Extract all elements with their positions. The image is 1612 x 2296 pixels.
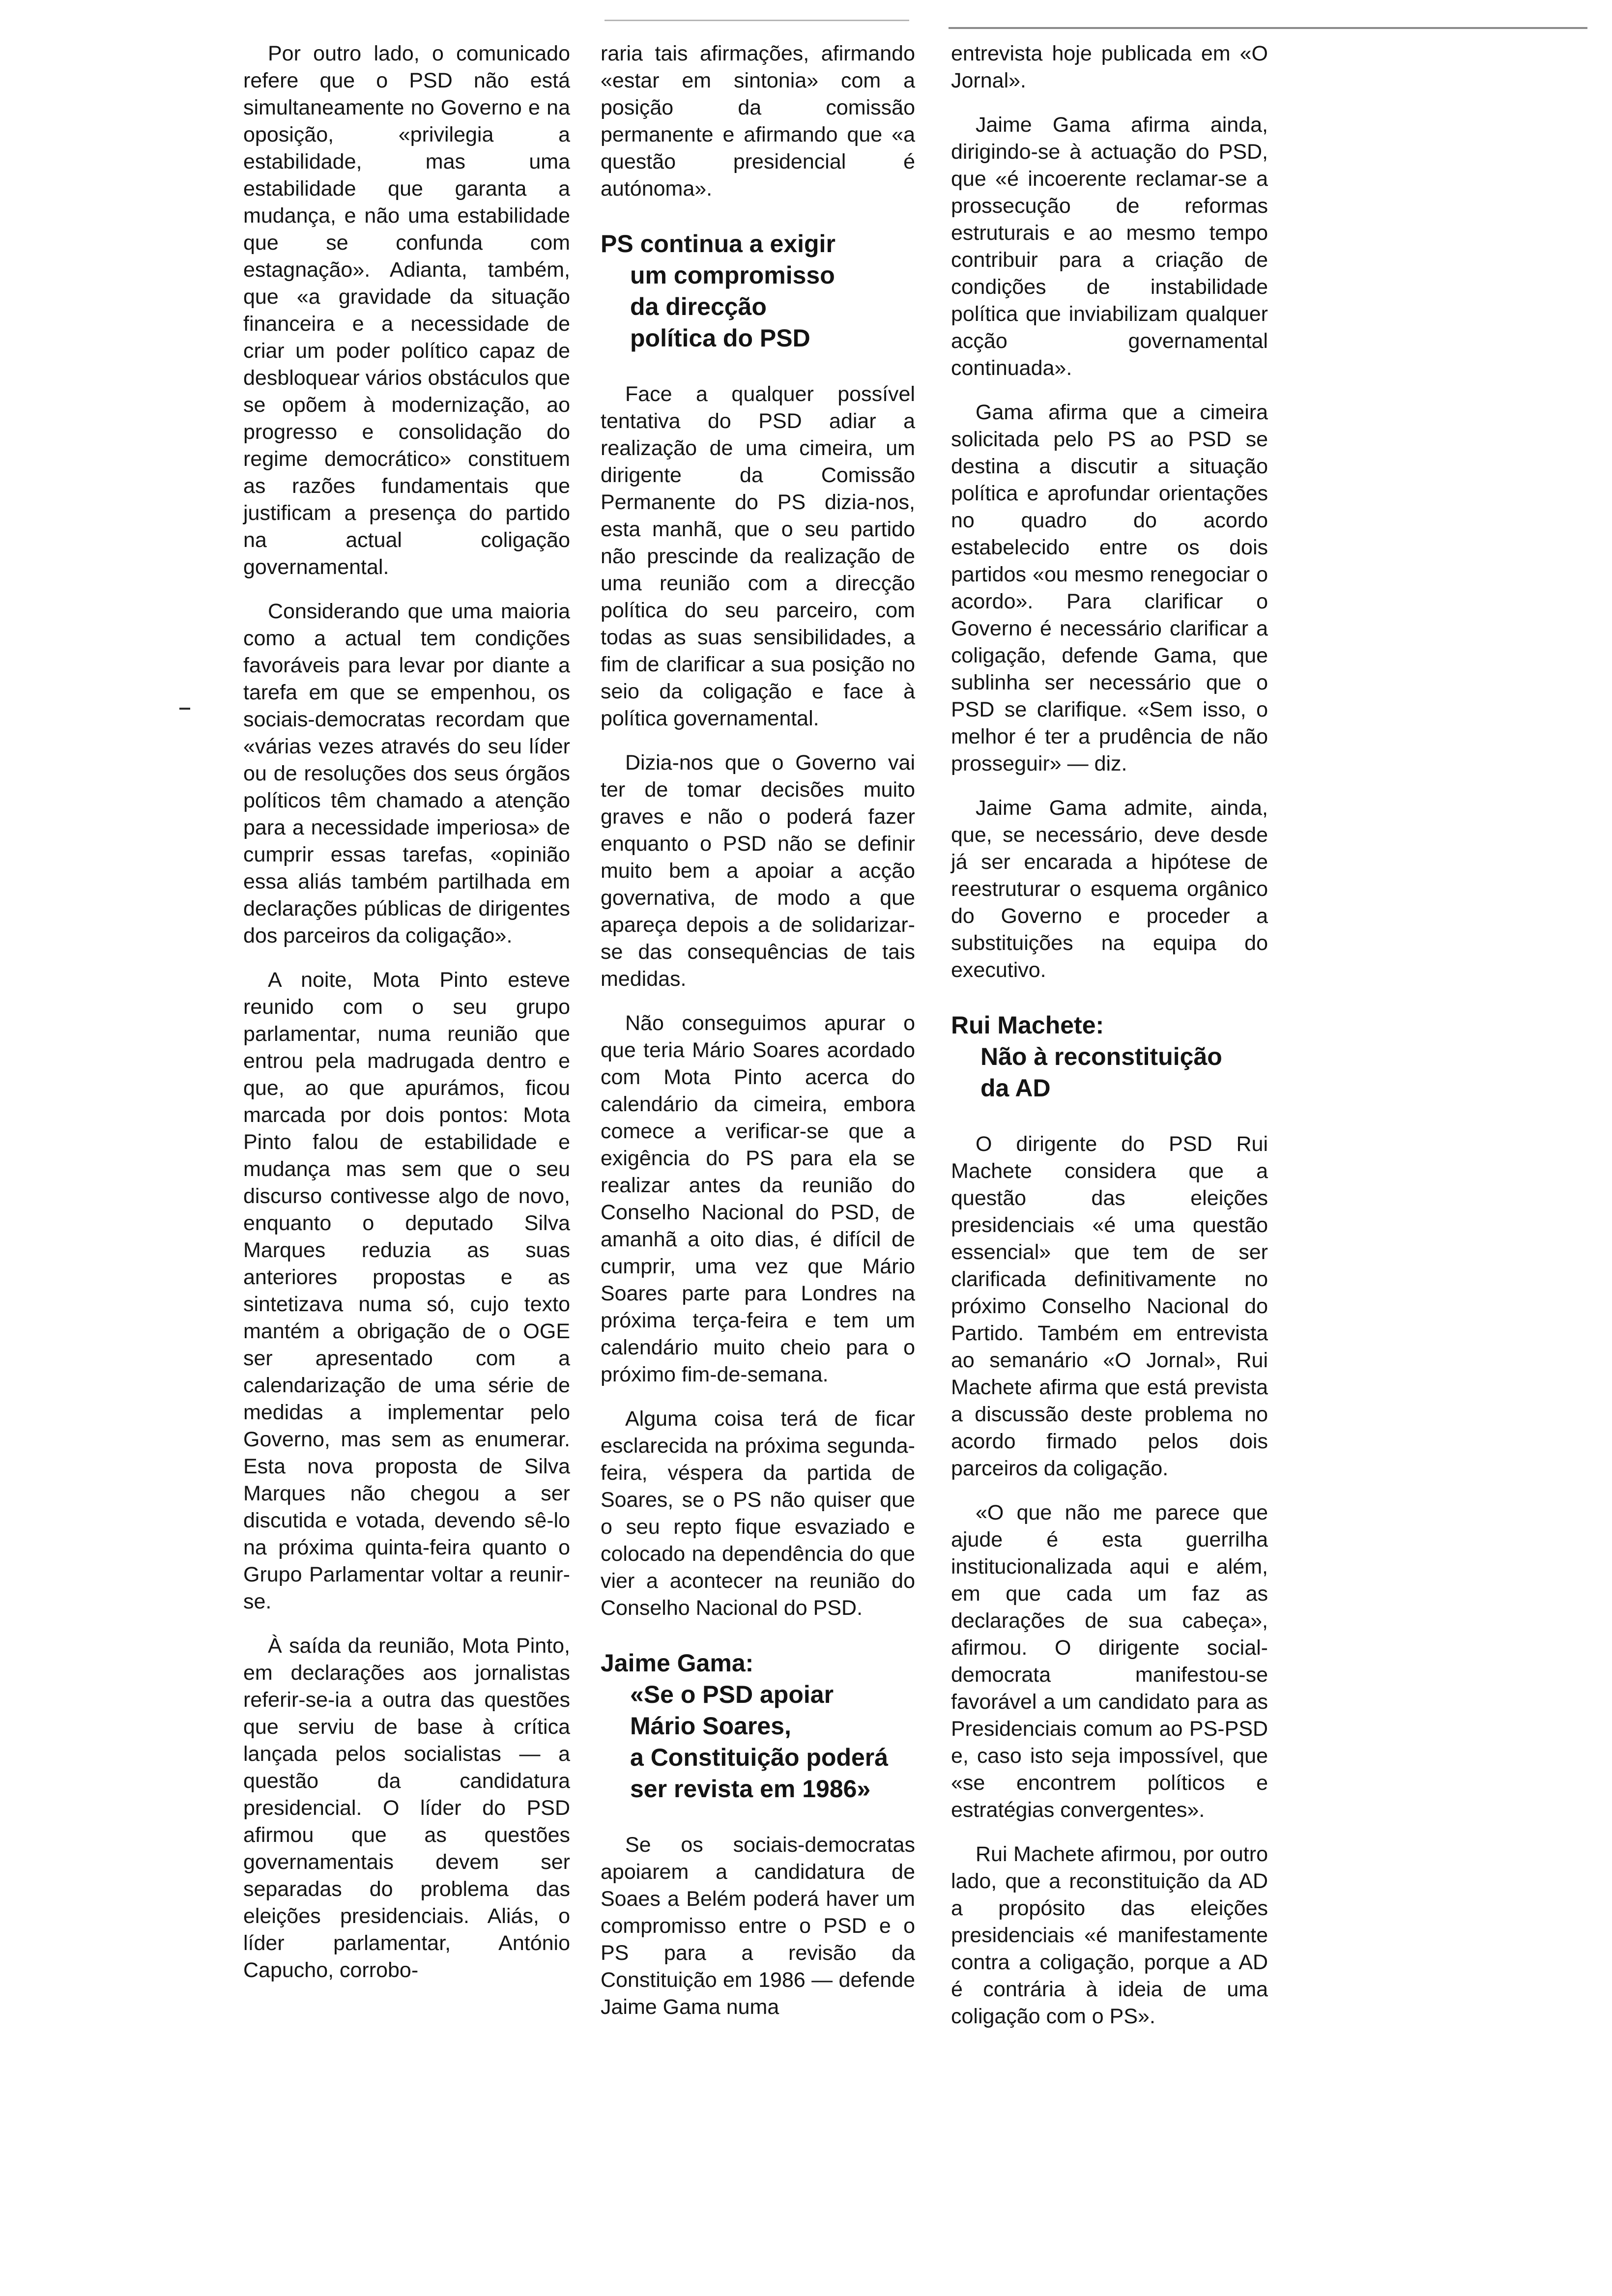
section-heading	[601, 228, 915, 354]
column-2	[601, 40, 915, 2038]
paragraph: Dizia-nos que o Governo vai ter de tomar decisões muito graves e não o poderá fazer enquanto o PSD não se definir muito bem a apoiar a acção governativa, de modo a que apareça depois a de solidarizar-se das consequências de tais medidas.	[601, 751, 915, 991]
heading-line: a Constituição poderá	[630, 1744, 889, 1771]
paragraph: Face a qualquer possível tentativa do PSD adiar a realização de uma cimeira, um dirigente da Comissão Permanente do PS dizia-nos, esta manhã, que o seu partido não prescinde da realização de uma reunião com a direcção política do seu parceiro, com todas as suas sensibilidades, a fim de clarificar a sua posição no seio da coligação e face à política governamental.	[601, 382, 915, 730]
paragraph: Por outro lado, o comunicado refere que o PSD não está simultaneamente no Governo e na oposição, «privilegia a estabilidade, mas uma estabilidade que garanta a mudança, e não uma estabilidade que se confunda com estagnação». Adianta, também, que «a gravidade da situação financeira e a necessidade de criar um poder político capaz de desbloquear vários obstáculos que se opõem à modernização, ao progresso e consolidação do regime democrático» constituem as razões fundamentais que justificam a presença do partido na actual coligação governamental.	[243, 42, 570, 579]
paragraph: Não conseguimos apurar o que teria Mário Soares acordado com Mota Pinto acerca do calendário da cimeira, embora comece a verificar-se que a exigência do PS para ela se realizar antes da reunião do Conselho Nacional do PSD, de amanhã a oito dias, é difícil de cumprir, uma vez que Mário Soares parte para Londres na próxima terça-feira e tem um calendário muito cheio para o próximo fim-de-semana.	[601, 1011, 915, 1386]
heading-line: da AD	[980, 1074, 1051, 1102]
paragraph: Se os sociais-democratas apoiarem a candidatura de Soaes a Belém poderá haver um compromisso entre o PSD e o PS para a revisão da Constituição em 1986 — defende Jaime Gama numa	[601, 1833, 915, 2019]
heading-line: da direcção	[630, 293, 767, 320]
top-rule-left	[604, 20, 909, 21]
margin-mark	[179, 708, 190, 710]
paragraph: «O que não me parece que ajude é esta guerrilha institucionalizada aqui e além, em que cada um faz as declarações de sua cabeça», afirmou. O dirigente social-democrata manifestou-se favorável a um candidato para as Presidenciais comum ao PS-PSD e, caso isto seja impossível, que «se encontrem políticos e estratégias convergentes».	[951, 1501, 1268, 1822]
paragraph: Jaime Gama afirma ainda, dirigindo-se à actuação do PSD, que «é incoerente reclamar-se a prossecução de reformas estruturais e ao mesmo tempo contribuir para a criação de condições de instabilidade política que inviabilizam qualquer acção governamental continuada».	[951, 113, 1268, 380]
paragraph-continued: entrevista hoje publicada em «O Jornal».	[951, 42, 1268, 92]
paragraph: Considerando que uma maioria como a actual tem condições favoráveis para levar por diante a tarefa em que se empenhou, os sociais-democratas recordam que «várias vezes através do seu líder ou de resoluções dos seus órgãos políticos têm chamado a atenção para a necessidade imperiosa» de cumprir essas tarefas, «opinião essa aliás também partilhada em declarações públicas de dirigentes dos parceiros da coligação».	[243, 600, 570, 947]
heading-line: «Se o PSD apoiar	[630, 1681, 834, 1708]
heading-line: Rui Machete:	[951, 1011, 1104, 1039]
section-heading	[951, 1009, 1268, 1104]
heading-line: ser revista em 1986»	[630, 1775, 871, 1803]
section-heading	[601, 1647, 915, 1805]
paragraph: Rui Machete afirmou, por outro lado, que a reconstituição da AD a propósito das eleições presidenciais «é manifestamente contra a coligação, porque a AD é contrária à ideia de uma coligação com o PS».	[951, 1842, 1268, 2028]
paragraph: Jaime Gama admite, ainda, que, se necessário, deve desde já ser encarada a hipótese de reestruturar o esquema orgânico do Governo e proceder a substituições na equipa do executivo.	[951, 796, 1268, 982]
paragraph: O dirigente do PSD Rui Machete considera que a questão das eleições presidenciais «é uma questão essencial» que tem de ser clarificada definitivamente no próximo Conselho Nacional do Partido. Também em entrevista ao semanário «O Jornal», Rui Machete afirma que está prevista a discussão deste problema no acordo firmado pelos dois parceiros da coligação.	[951, 1132, 1268, 1480]
heading-line: um compromisso	[630, 261, 835, 289]
paragraph: Alguma coisa terá de ficar esclarecida na próxima segunda-feira, véspera da partida de Soares, se o PS não quiser que o seu repto fique esvaziado e colocado na dependência do que vier a acontecer na reunião do Conselho Nacional do PSD.	[601, 1407, 915, 1620]
heading-line: Mário Soares,	[630, 1712, 791, 1740]
heading-line: política do PSD	[630, 324, 810, 352]
column-3	[951, 40, 1268, 2047]
heading-line: PS continua a exigir	[601, 230, 835, 258]
paragraph-continued: raria tais afirmações, afirmando «estar em sintonia» com a posição da comissão permanente e afirmando que «a questão presidencial é autónoma».	[601, 42, 915, 201]
paragraph: A noite, Mota Pinto esteve reunido com o seu grupo parlamentar, numa reunião que entrou pela madrugada dentro e que, ao que apurámos, ficou marcada por dois pontos: Mota Pinto falou de estabilidade e mudança mas sem que o seu discurso contivesse algo de novo, enquanto o deputado Silva Marques reduzia as suas anteriores propostas e as sintetizava numa só, cujo texto mantém a obrigação de o OGE ser apresentado com a calendarização de uma série de medidas a implementar pelo Governo, mas sem as enumerar. Esta nova proposta de Silva Marques não chegou a ser discutida e votada, devendo sê-lo na próxima quinta-feira quanto o Grupo Parlamentar voltar a reunir-se.	[243, 968, 570, 1613]
paragraph: À saída da reunião, Mota Pinto, em declarações aos jornalistas referir-se-ia a outra das questões que serviu de base à crítica lançada pelos socialistas — a questão da candidatura presidencial. O líder do PSD afirmou que as questões governamentais devem ser separadas do problema das eleições presidenciais. Aliás, o líder parlamentar, António Capucho, corrobo-	[243, 1634, 570, 1982]
paragraph: Gama afirma que a cimeira solicitada pelo PS ao PSD se destina a discutir a situação política e aprofundar orientações no quadro do acordo estabelecido entre os dois partidos «ou mesmo renegociar o acordo». Para clarificar o Governo é necessário clarificar a coligação, defende Gama, que sublinha ser necessário que o PSD se clarifique. «Sem isso, o melhor é ter a prudência de não prosseguir» — diz.	[951, 401, 1268, 775]
top-rule-right	[949, 27, 1587, 29]
column-1	[243, 40, 570, 2001]
heading-line: Não à reconstituição	[980, 1043, 1222, 1070]
heading-line: Jaime Gama:	[601, 1649, 754, 1677]
